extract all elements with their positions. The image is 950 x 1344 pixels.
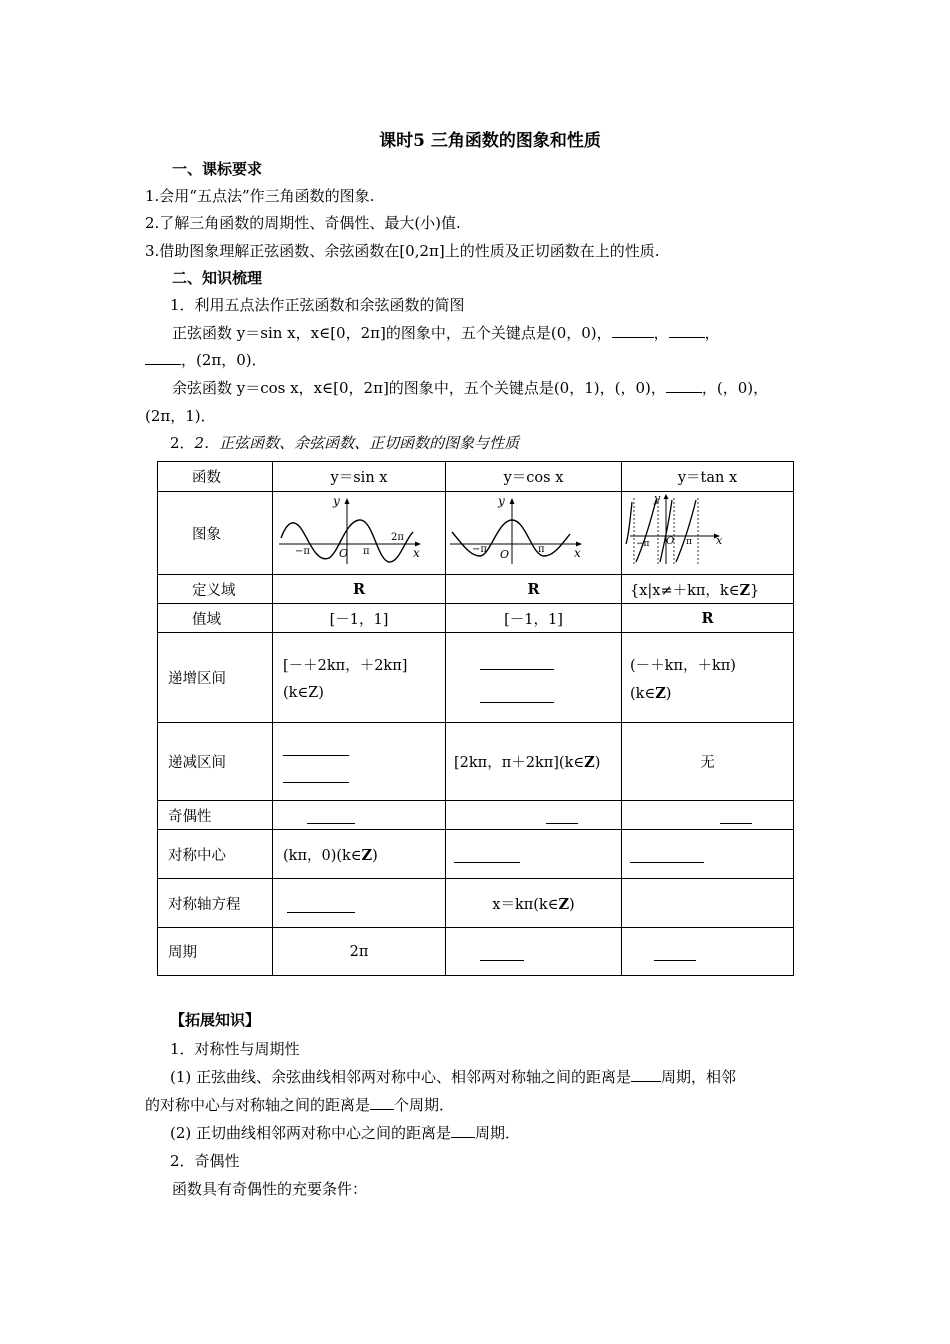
row-decreasing [158, 723, 794, 801]
label-increasing: 递增区间 [158, 633, 273, 723]
sin-domain: R [273, 575, 446, 604]
blank [546, 807, 578, 824]
ext-symmetry-line-1 [170, 1066, 736, 1087]
cos-axis [446, 879, 622, 928]
tan-decreasing: 无 [622, 723, 794, 801]
blank [720, 807, 752, 824]
cos-center [446, 830, 622, 879]
row-axis [158, 879, 794, 928]
comma: ， [653, 324, 669, 342]
tan-increasing-k-text: (k∈ [630, 685, 656, 702]
tan-center [622, 830, 794, 879]
req-item-2: 2.了解三角函数的周期性、奇偶性、最大(小)值. [145, 214, 461, 232]
blank [631, 1067, 661, 1082]
sin-graph-cell [273, 492, 446, 575]
sin-range: [－1，1] [273, 604, 446, 633]
cos-decreasing-end: ) [594, 755, 601, 771]
x-axis-label: x [574, 546, 581, 560]
blank [480, 686, 554, 703]
label-axis: 对称轴方程 [158, 879, 273, 928]
table-heading-number: 2． [170, 434, 195, 452]
sin-increasing [273, 633, 446, 723]
blank [283, 741, 349, 756]
sin-center-end: ) [372, 847, 378, 864]
origin-label: O [339, 547, 349, 560]
ext-text: (1) 正弦曲线、余弦曲线相邻两对称中心、相邻两对称轴之间的距离是 [170, 1068, 632, 1086]
blank [370, 1095, 394, 1110]
sin-center [273, 830, 446, 879]
neg-pi-label: −π [295, 546, 310, 557]
table-heading [170, 432, 519, 453]
sin-keypoints-end: ，(2π，0)． [181, 351, 267, 369]
two-pi-label: 2π [391, 532, 404, 543]
req-item-1: 1.会用“五点法”作三角函数的图象. [145, 187, 375, 205]
header-sin: y＝sin x [273, 462, 446, 492]
tan-period [622, 928, 794, 976]
ext-symmetry-heading: 1．对称性与周期性 [170, 1040, 300, 1058]
blank [480, 653, 554, 670]
ext-text: 周期． [475, 1124, 521, 1142]
blank [612, 323, 654, 338]
ext-parity-heading: 2．奇偶性 [170, 1152, 240, 1170]
sin-graph [273, 492, 445, 570]
tan-increasing-z: Z [655, 684, 666, 702]
tan-axis [622, 879, 794, 928]
req-item-3: 3.借助图象理解正弦函数、余弦函数在[0,2π]上的性质及正切函数在上的性质. [145, 242, 660, 260]
cos-axis-text: x＝kπ(k∈ [492, 896, 559, 913]
blank [669, 323, 705, 338]
row-parity [158, 801, 794, 830]
comma: ， [704, 324, 720, 342]
sin-center-z: Z [361, 846, 373, 864]
x-axis-label: x [413, 546, 420, 560]
tan-increasing [622, 633, 794, 723]
sin-keypoints-line [172, 322, 720, 343]
row-range [158, 604, 794, 633]
label-graph: 图象 [158, 492, 273, 575]
sin-keypoints-line-2 [145, 349, 267, 370]
label-center: 对称中心 [158, 830, 273, 879]
tan-graph-cell [622, 492, 794, 575]
extension-heading: 【拓展知识】 [170, 1011, 261, 1029]
ext-text: 周期，相邻 [661, 1068, 737, 1086]
table-heading-text: 2．正弦函数、余弦函数、正切函数的图象与性质 [194, 434, 520, 452]
ext-text: (2) 正切曲线相邻两对称中心之间的距离是 [170, 1124, 452, 1142]
sin-increasing-k: (k∈Z) [283, 685, 324, 701]
row-domain [158, 575, 794, 604]
blank [654, 942, 696, 961]
blank [666, 378, 702, 393]
cos-graph-cell [446, 492, 622, 575]
tan-parity [622, 801, 794, 830]
blank [454, 846, 520, 863]
tan-increasing-interval: (－＋kπ，＋kπ) [630, 657, 736, 674]
row-center [158, 830, 794, 879]
cos-axis-z: Z [558, 895, 570, 913]
cos-keypoints-line [172, 377, 768, 398]
cos-axis-end: ) [569, 896, 575, 913]
row-graph [158, 492, 794, 575]
ext-text: 的对称中心与对称轴之间的距离是 [145, 1096, 371, 1114]
y-axis-label: y [498, 494, 505, 508]
pi-label: π [686, 537, 692, 547]
cos-graph [446, 492, 621, 570]
blank [287, 894, 355, 913]
tan-graph [622, 492, 793, 570]
row-period [158, 928, 794, 976]
section2-heading: 二、知识梳理 [172, 269, 263, 287]
ext-tan-symmetry-line [170, 1122, 520, 1143]
section1-heading: 一、课标要求 [172, 160, 263, 178]
properties-table [157, 461, 794, 976]
blank [630, 846, 704, 863]
sin-axis [273, 879, 446, 928]
sin-parity [273, 801, 446, 830]
tan-increasing-end: ) [665, 685, 672, 702]
cos-keypoints-text: 余弦函数 y＝cos x，x∈[0，2π]的图象中，五个关键点是(0，1)，(，0)， [172, 379, 666, 397]
neg-pi-label: −π [636, 539, 650, 549]
cos-increasing [446, 633, 622, 723]
page-title: 课时5 三角函数的图象和性质 [379, 131, 601, 151]
label-decreasing: 递减区间 [158, 723, 273, 801]
sin-increasing-interval: [－＋2kπ，＋2kπ] [283, 658, 408, 674]
label-parity: 奇偶性 [158, 801, 273, 830]
ext-parity-condition: 函数具有奇偶性的充要条件： [172, 1180, 368, 1198]
cos-decreasing [446, 723, 622, 801]
tan-range: R [622, 604, 794, 633]
row-increasing [158, 633, 794, 723]
cos-decreasing-text: [2kπ，π＋2kπ](k∈ [454, 755, 585, 771]
sin-keypoints-text: 正弦函数 y＝sin x，x∈[0，2π]的图象中，五个关键点是(0，0)， [172, 324, 612, 342]
sin-decreasing [273, 723, 446, 801]
label-period: 周期 [158, 928, 273, 976]
sin-center-text: (kπ，0)(k∈ [283, 847, 362, 864]
blank [307, 807, 355, 824]
blank [480, 942, 524, 961]
pi-label: π [538, 544, 545, 555]
pi-label: π [363, 546, 370, 557]
header-function: 函数 [158, 462, 273, 492]
tan-domain-z: Z [739, 581, 751, 599]
y-axis-label: y [654, 492, 661, 505]
cos-decreasing-z: Z [584, 754, 595, 771]
cos-range: [－1，1] [446, 604, 622, 633]
sin-period: 2π [273, 928, 446, 976]
blank [283, 768, 349, 783]
ext-text: 个周期． [394, 1096, 455, 1114]
tan-domain-text: {x|x≠＋kπ，k∈ [630, 582, 740, 599]
header-tan: y＝tan x [622, 462, 794, 492]
tan-domain-end: } [750, 582, 760, 599]
cos-domain: R [446, 575, 622, 604]
header-cos: y＝cos x [446, 462, 622, 492]
tan-domain [622, 575, 794, 604]
origin-label: O [666, 536, 675, 547]
x-axis-label: x [716, 534, 723, 547]
y-axis-label: y [333, 494, 340, 508]
five-point-heading: 1．利用五点法作正弦函数和余弦函数的简图 [170, 296, 465, 314]
neg-pi-label: −π [472, 544, 487, 555]
origin-label: O [500, 548, 510, 561]
label-range: 值域 [158, 604, 273, 633]
tan-increasing-k [630, 685, 793, 702]
ext-symmetry-line-2 [145, 1094, 454, 1115]
cos-keypoints-end: (2π，1)． [145, 407, 216, 425]
table-header-row [158, 462, 794, 492]
label-domain: 定义域 [158, 575, 273, 604]
blank [451, 1123, 475, 1138]
cos-parity [446, 801, 622, 830]
cos-period [446, 928, 622, 976]
cos-keypoints-mid: ，(，0)， [701, 379, 769, 397]
blank [145, 350, 181, 365]
